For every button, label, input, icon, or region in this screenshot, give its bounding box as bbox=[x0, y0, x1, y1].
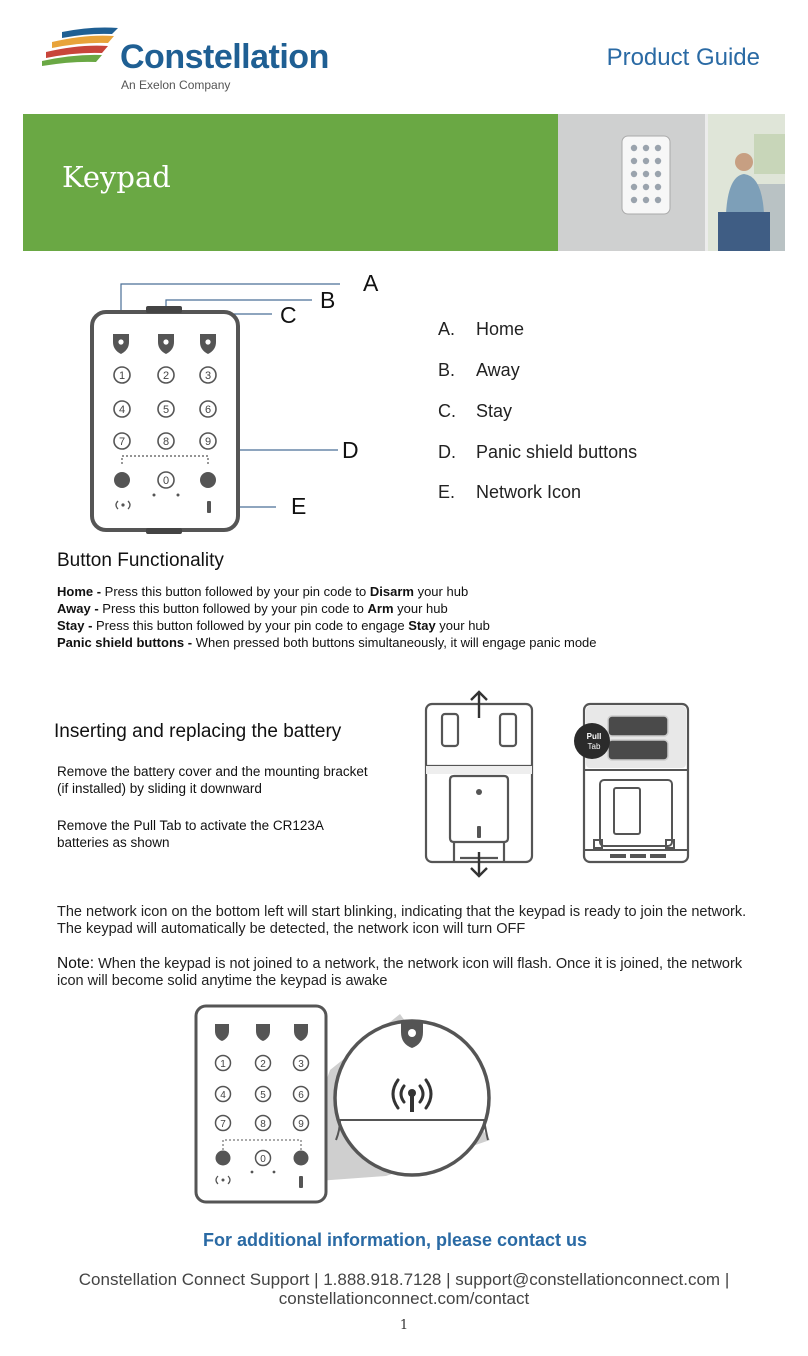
key-7: 7 bbox=[118, 436, 126, 448]
zoom-key-8: 8 bbox=[260, 1119, 266, 1130]
battery-cover-diagram bbox=[420, 688, 542, 882]
contact-details-line-2: constellationconnect.com/contact bbox=[278, 1289, 530, 1308]
contact-details-line-1: Constellation Connect Support | 1.888.918.7128 | support@constellationconnect.com | bbox=[78, 1270, 730, 1289]
battery-step-2: Remove the Pull Tab to activate the CR123A batteries as shown bbox=[57, 818, 324, 850]
zoom-key-2: 2 bbox=[260, 1059, 266, 1070]
brand-name: Constellation bbox=[120, 38, 329, 76]
key-6: 6 bbox=[204, 404, 212, 416]
page-number: 1 bbox=[399, 1318, 409, 1333]
func-line-stay: Stay - Press this button followed by your pin code to engage Stay your hub bbox=[57, 618, 490, 633]
zoom-key-5: 5 bbox=[260, 1090, 266, 1101]
callout-d: D bbox=[342, 437, 359, 463]
zoom-key-9: 9 bbox=[298, 1119, 304, 1130]
pull-tab-label-2: Tab bbox=[587, 742, 601, 751]
note-label: Note: bbox=[57, 955, 95, 972]
key-1: 1 bbox=[118, 370, 126, 382]
brand-tagline: An Exelon Company bbox=[121, 78, 231, 92]
contact-call-to-action: For additional information, please contact us bbox=[202, 1230, 588, 1250]
key-8: 8 bbox=[162, 436, 170, 448]
legend-item-away: B. Away bbox=[438, 360, 520, 380]
network-icon-zoom-diagram bbox=[190, 1000, 500, 1210]
pull-tab-label-1: Pull bbox=[586, 732, 602, 741]
legend-item-stay: C. Stay bbox=[438, 401, 513, 421]
key-0: 0 bbox=[162, 475, 170, 487]
battery-section-title: Inserting and replacing the battery bbox=[54, 721, 342, 742]
key-2: 2 bbox=[162, 370, 170, 382]
banner-title: Keypad bbox=[62, 160, 171, 194]
document-type: Product Guide bbox=[606, 44, 760, 71]
callout-a: A bbox=[363, 270, 379, 296]
zoom-key-1: 1 bbox=[220, 1059, 226, 1070]
key-4: 4 bbox=[118, 404, 126, 416]
zoom-key-6: 6 bbox=[298, 1090, 304, 1101]
func-line-away: Away - Press this button followed by your pin code to Arm your hub bbox=[57, 601, 448, 616]
key-9: 9 bbox=[204, 436, 212, 448]
zoom-key-7: 7 bbox=[220, 1119, 226, 1130]
callout-b: B bbox=[320, 287, 336, 313]
key-3: 3 bbox=[204, 370, 212, 382]
func-line-panic: Panic shield buttons - When pressed both buttons simultaneously, it will engage panic mode bbox=[57, 635, 597, 650]
zoom-key-3: 3 bbox=[298, 1059, 304, 1070]
callout-c: C bbox=[280, 302, 297, 328]
button-functionality-title: Button Functionality bbox=[57, 550, 224, 571]
battery-step-1: Remove the battery cover and the mounting bracket (if installed) by sliding it downward bbox=[57, 764, 368, 796]
zoom-key-0: 0 bbox=[260, 1154, 266, 1165]
zoom-key-4: 4 bbox=[220, 1090, 226, 1101]
legend-item-network: E. Network Icon bbox=[438, 482, 582, 502]
key-5: 5 bbox=[162, 404, 170, 416]
battery-pull-tab-diagram bbox=[572, 700, 692, 868]
network-blink-paragraph: The network icon on the bottom left will start blinking, indicating that the keypad is ready to join the network. The keypad will automatically be detected, the network icon will turn OFF bbox=[57, 904, 747, 937]
callout-e: E bbox=[291, 493, 307, 519]
legend-item-home: A. Home bbox=[438, 319, 525, 339]
network-note-paragraph: Note: When the keypad is not joined to a network, the network icon will flash. Once it is joined, the network icon will become solid anytime the keypad is awake bbox=[57, 955, 743, 989]
legend-item-panic: D. Panic shield buttons bbox=[438, 442, 638, 462]
keypad-photo-icon bbox=[558, 114, 785, 251]
func-line-home: Home - Press this button followed by your pin code to Disarm your hub bbox=[57, 584, 469, 599]
